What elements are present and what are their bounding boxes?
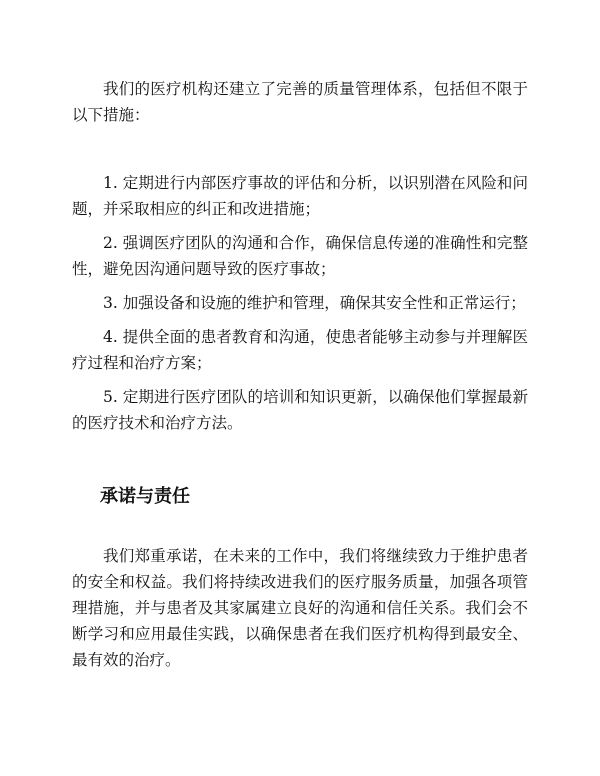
measures-list [72,170,528,444]
measure-item-4: 4. 提供全面的患者教育和沟通，使患者能够主动参与并理解医疗过程和治疗方案； [72,328,528,372]
closing-paragraph: 我们郑重承诺，在未来的工作中，我们将继续致力于维护患者的安全和权益。我们将持续改进我们的医疗服务质量，加强各项管理措施，并与患者及其家属建立良好的沟通和信任关系。我们会不断学习和应用最佳实践，以确保患者在我们医疗机构得到最安全、最有效的治疗。 [72,547,528,669]
measure-item-1: 1. 定期进行内部医疗事故的评估和分析，以识别潜在风险和问题，并采取相应的纠正和改进措施； [72,174,528,218]
measure-item-2: 2. 强调医疗团队的沟通和合作，确保信息传递的准确性和完整性，避免因沟通问题导致的医疗事故； [72,234,528,278]
measure-item-3: 3. 加强设备和设施的维护和管理，确保其安全性和正常运行； [103,294,526,312]
intro-paragraph: 我们的医疗机构还建立了完善的质量管理体系，包括但不限于以下措施： [72,80,528,124]
section-heading: 承诺与责任 [100,486,190,507]
measure-item-5: 5. 定期进行医疗团队的培训和知识更新，以确保他们掌握最新的医疗技术和治疗方法。 [72,388,528,432]
